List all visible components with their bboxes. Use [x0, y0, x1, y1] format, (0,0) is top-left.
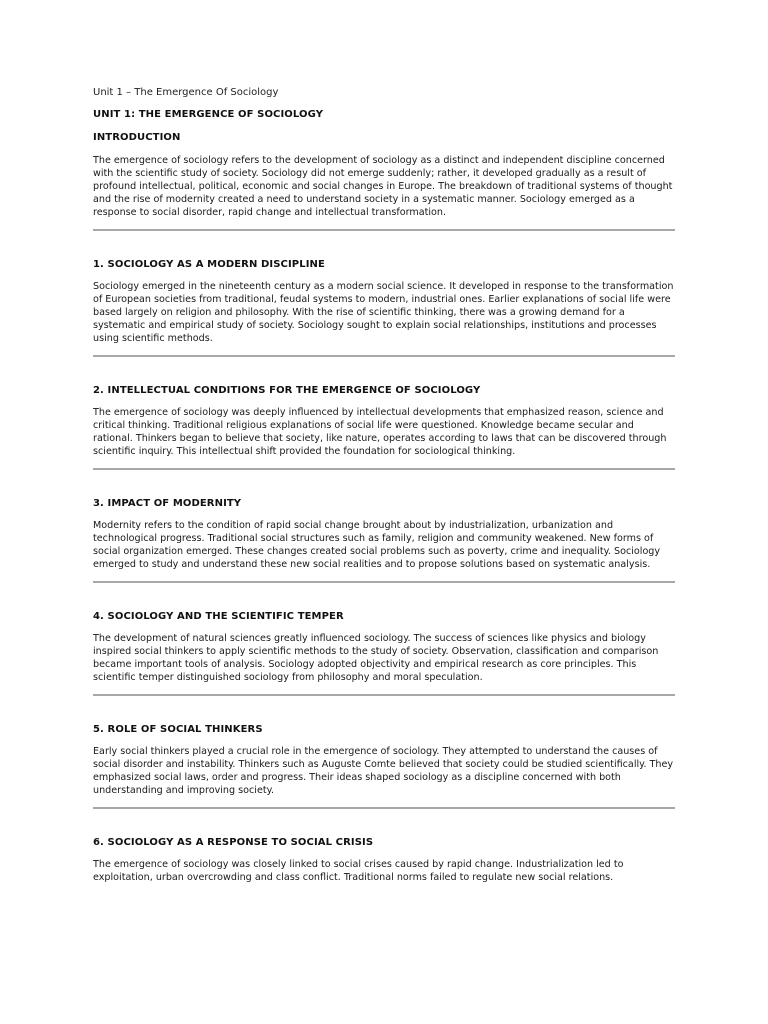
section-divider — [93, 694, 675, 696]
section-divider — [93, 807, 675, 809]
section-heading-3: 3. IMPACT OF MODERNITY — [93, 498, 242, 509]
section-paragraph-5: Early social thinkers played a crucial role in the emergence of sociology. They attempted to understand the causes of social disorder and instability. Thinkers such as Auguste Comte believed that society could be studied scientifically. They emphasized social laws, order and progress. Their ideas shaped sociology as a discipline concerned with both understanding and improving society. — [93, 746, 674, 796]
section-divider — [93, 229, 675, 231]
section-paragraph-2: The emergence of sociology was deeply influenced by intellectual developments that emphasized reason, science and critical thinking. Traditional religious explanations of social life were questioned. Knowledge became secular and rational. Thinkers began to believe that society, like nature, operates according to laws that can be discovered through scientific inquiry. This intellectual shift provided the foundation for sociological thinking. — [93, 407, 667, 457]
document-page — [93, 86, 675, 884]
section-divider — [93, 355, 675, 357]
section-heading-5: 5. ROLE OF SOCIAL THINKERS — [93, 724, 263, 735]
section-divider — [93, 581, 675, 583]
intro-paragraph: The emergence of sociology refers to the development of sociology as a distinct and independent discipline concerned with the scientific study of society. Sociology did not emerge suddenly; rather, it developed gradually as a result of profound intellectual, political, economic and social changes in Europe. The breakdown of traditional systems of thought and the rise of modernity created a need to understand society in a systematic manner. Sociology emerged as a response to social disorder, rapid change and intellectual transformation. — [93, 155, 673, 218]
section-heading-1: 1. SOCIOLOGY AS A MODERN DISCIPLINE — [93, 259, 325, 270]
section-paragraph-6: The emergence of sociology was closely linked to social crises caused by rapid change. Industrialization led to exploitation, urban overcrowding and class conflict. Traditional norms failed to regulate new social relations. — [93, 859, 624, 883]
section-heading-4: 4. SOCIOLOGY AND THE SCIENTIFIC TEMPER — [93, 611, 344, 622]
section-heading-2: 2. INTELLECTUAL CONDITIONS FOR THE EMERGENCE OF SOCIOLOGY — [93, 385, 481, 396]
section-paragraph-1: Sociology emerged in the nineteenth century as a modern social science. It developed in response to the transformation of European societies from traditional, feudal systems to modern, industrial ones. Earlier explanations of social life were based largely on religion and philosophy. With the rise of scientific thinking, there was a growing demand for a systematic and empirical study of society. Sociology sought to explain social relationships, institutions and processes using scientific methods. — [93, 281, 674, 344]
intro-heading: INTRODUCTION — [93, 132, 181, 143]
section-heading-6: 6. SOCIOLOGY AS A RESPONSE TO SOCIAL CRISIS — [93, 837, 374, 848]
section-divider — [93, 468, 675, 470]
section-paragraph-3: Modernity refers to the condition of rapid social change brought about by industrialization, urbanization and technological progress. Traditional social structures such as family, religion and community weakened. New forms of social organization emerged. These changes created social problems such as poverty, crime and inequality. Sociology emerged to study and understand these new social realities and to propose solutions based on systematic analysis. — [93, 520, 661, 570]
section-paragraph-4: The development of natural sciences greatly influenced sociology. The success of sciences like physics and biology inspired social thinkers to apply scientific methods to the study of society. Observation, classification and comparison became important tools of analysis. Sociology adopted objectivity and empirical research as core principles. This scientific temper distinguished sociology from philosophy and moral speculation. — [93, 633, 659, 683]
running-title: Unit 1 – The Emergence Of Sociology — [93, 87, 279, 98]
document-title: UNIT 1: THE EMERGENCE OF SOCIOLOGY — [93, 109, 324, 120]
